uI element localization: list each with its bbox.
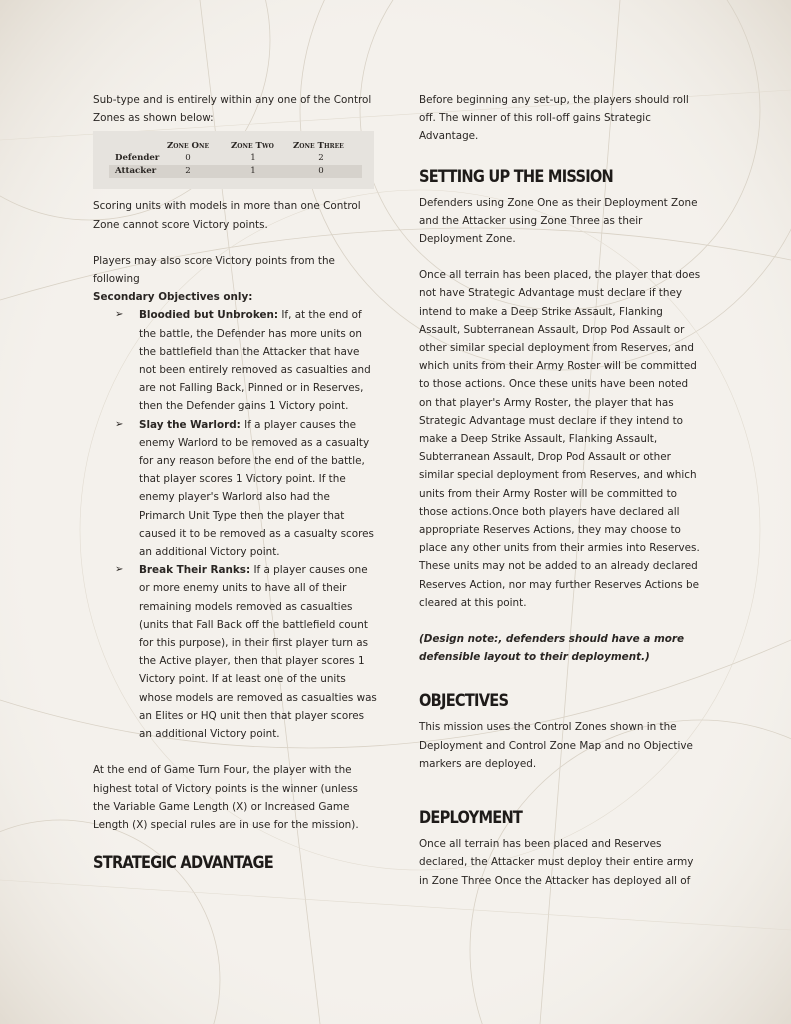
table-cell: 0 <box>185 153 191 164</box>
table-header-zone-three: Zone Three <box>293 141 344 152</box>
control-zone-table <box>93 131 374 189</box>
list-item <box>93 306 378 415</box>
setting-up-heading: SETTING UP THE MISSION <box>419 166 613 187</box>
list-item <box>93 416 378 562</box>
list-item <box>93 561 378 743</box>
table-cell: 2 <box>318 153 324 164</box>
table-header-zone-one: Zone One <box>167 141 210 152</box>
table-header-zone-two: Zone Two <box>231 141 274 152</box>
table-cell: 0 <box>318 166 324 177</box>
arrow-bullet-icon: ➢ <box>115 309 124 321</box>
table-cell: 2 <box>185 166 191 177</box>
table-cell: 1 <box>250 153 256 164</box>
secondary-objectives-label: Secondary Objectives only: <box>93 291 253 304</box>
strategic-advantage-heading: STRATEGIC ADVANTAGE <box>93 853 273 874</box>
right-column <box>419 91 704 890</box>
left-column <box>93 91 378 874</box>
bullet-title: Bloodied but Unbroken: <box>139 309 279 322</box>
design-note: (Design note:, defenders should have a more defensible layout to their deployment.) <box>419 633 685 664</box>
bullet-text: If a player causes one or more enemy units to have all of their remaining models removed as casualties (units that Fall Back off the battlefield count for this purpose), in their first player turn as the Active player, then that player scores 1 Victory point. If at least one of the units whose models are removed as casualties was an Elites or HQ unit then that player scores an additional Victory point. <box>139 564 377 741</box>
scoring-note: Scoring units with models in more than one Control Zone cannot score Victory points. <box>93 200 361 231</box>
table-cell: 1 <box>250 166 256 177</box>
bullet-text: If, at the end of the battle, the Defender has more units on the battlefield than the Attacker that have not been entirely removed as casualties and are not Falling Back, Pinned or in Reserves, then the Defender gains 1 Victory point. <box>139 309 371 413</box>
right-intro: Before beginning any set-up, the players should roll off. The winner of this roll-off gains Strategic Advantage. <box>419 94 689 143</box>
bullet-title: Slay the Warlord: <box>139 418 241 431</box>
players-note: Players may also score Victory points from the following <box>93 254 335 286</box>
bullet-title: Break Their Ranks: <box>139 564 251 577</box>
objectives-text: This mission uses the Control Zones shown in the Deployment and Control Zone Map and no Objective markers are deployed. <box>419 721 693 770</box>
deployment-text: Once all terrain has been placed and Reserves declared, the Attacker must deploy their entire army in Zone Three Once the Attacker has deployed all of <box>419 838 694 887</box>
objectives-heading: OBJECTIVES <box>419 691 509 712</box>
left-intro: Sub-type and is entirely within any one of the Control Zones as shown below: <box>93 94 372 125</box>
arrow-bullet-icon: ➢ <box>115 564 124 576</box>
arrow-bullet-icon: ➢ <box>115 418 124 430</box>
setup-paragraph-1: Defenders using Zone One as their Deployment Zone and the Attacker using Zone Three as their Deployment Zone. <box>419 196 698 246</box>
table-row-label-attacker: Attacker <box>115 166 157 177</box>
bullet-text: If a player causes the enemy Warlord to be removed as a casualty for any reason before the end of the battle, that player scores 1 Victory point. If the enemy player's Warlord also had the Primarch Unit Type then the player that caused it to be removed as a casualty scores an additional Victory point. <box>139 418 374 559</box>
setup-paragraph-2: Once all terrain has been placed, the player that does not have Strategic Advantage must declare if they intend to make a Deep Strike Assault, Flanking Assault, Subterranean Assault, Drop Pod Assault or other similar special deployment from Reserves, and which units from their Army Roster will be committed to those actions. Once these units have been noted on that player's Army Roster, the player that has Strategic Advantage must declare if they intend to make a Deep Strike Assault, Flanking Assault, Subterranean Assault, Drop Pod Assault or other similar special deployment from Reserves, and which units from their Army Roster will be committed to those actions.Once both players have declared all appropriate Reserves Actions, they may choose to place any other units from their armies into Reserves. These units may not be added to an already declared Reserves Action, nor may further Reserves Actions be cleared at this point. <box>419 269 701 609</box>
table-row-label-defender: Defender <box>115 153 160 164</box>
secondary-objectives-list <box>93 306 378 743</box>
end-of-game-note: At the end of Game Turn Four, the player with the highest total of Victory points is the winner (unless the Variable Game Length (X) or Increased Game Length (X) special rules are in use for the mission). <box>93 764 359 831</box>
deployment-heading: DEPLOYMENT <box>419 808 523 829</box>
